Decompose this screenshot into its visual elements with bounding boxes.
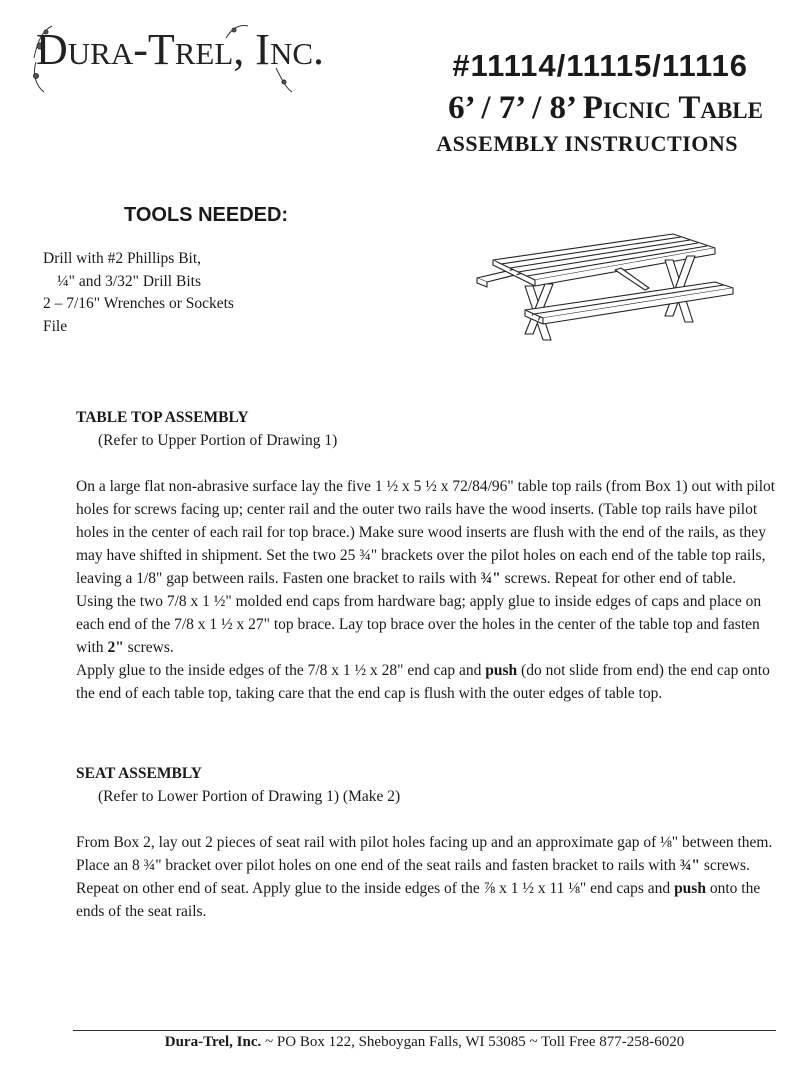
table-top-p3-text: Apply glue to the inside edges of the 7/8 x 1 ½ x 28" end cap and xyxy=(76,662,482,679)
seat-p1-bold2: push xyxy=(674,880,706,897)
seat-reference: (Refer to Lower Portion of Drawing 1) (Make 2) xyxy=(98,788,401,805)
tool-item: 2 – 7/16" Wrenches or Sockets xyxy=(43,295,234,312)
seat-p1-text: From Box 2, lay out 2 pieces of seat rail with pilot holes facing up and an approximate gap of ⅛" between them. Place an 8 ¾" bracket over pilot holes on one end of the seat rails and fasten bracket to rails with xyxy=(76,834,773,874)
tool-item: File xyxy=(43,317,68,335)
product-title xyxy=(448,90,763,127)
footer-divider xyxy=(73,1030,776,1031)
company-logo-text: Dura-Trel, Inc. xyxy=(36,25,325,74)
tool-item: ¼" and 3/32" Drill Bits xyxy=(57,272,201,290)
seat-section xyxy=(76,762,776,923)
table-top-heading: TABLE TOP ASSEMBLY xyxy=(76,409,249,426)
picnic-table-illustration xyxy=(465,230,740,360)
table-top-p1-bold: ¾" xyxy=(480,570,501,587)
table-top-paragraph-2 xyxy=(76,590,776,659)
table-top-p2-bold: 2" xyxy=(107,639,124,656)
table-top-p2-end: screws. xyxy=(123,639,174,656)
footer xyxy=(73,1034,776,1051)
table-top-p3-bold: push xyxy=(485,662,518,679)
table-top-p1-end: screws. Repeat for other end of table. xyxy=(500,570,737,587)
model-number: #11114/11115/11116 xyxy=(452,48,748,83)
table-top-reference: (Refer to Upper Portion of Drawing 1) xyxy=(98,432,338,449)
product-title-text: 6’ / 7’ / 8’ Picnic Table xyxy=(448,90,763,126)
footer-details: ~ PO Box 122, Sheboygan Falls, WI 53085 ~ Toll Free 877-258-6020 xyxy=(261,1034,685,1050)
table-top-paragraph-3 xyxy=(76,659,776,705)
picnic-table-drawing xyxy=(465,230,740,360)
seat-heading: SEAT ASSEMBLY xyxy=(76,765,202,782)
table-top-p3-end: (do not slide from end) the end cap onto the end of each table top, taking care that the end cap is flush with the outer edges of table top. xyxy=(76,662,770,702)
seat-paragraph-1 xyxy=(76,831,776,923)
tool-item: Drill with #2 Phillips Bit, xyxy=(43,250,202,267)
table-top-paragraph-1 xyxy=(76,475,776,590)
footer-company: Dura-Trel, Inc. xyxy=(164,1034,262,1050)
table-top-p2-text: Using the two 7/8 x 1 ½" molded end caps from hardware bag; apply glue to inside edges of caps and place on each end of the 7/8 x 1 ½ x 27" top brace. Lay top brace over the holes in the center of the table top and fasten with xyxy=(76,593,762,656)
document-subtitle: ASSEMBLY INSTRUCTIONS xyxy=(436,131,738,156)
seat-p1-mid: screws. Repeat on other end of seat. Apply glue to the inside edges of the ⅞ x 1 ½ x 11 ⅛" end caps and xyxy=(76,857,750,897)
seat-p1-end: onto the ends of the seat rails. xyxy=(76,880,761,920)
table-top-section xyxy=(76,406,776,705)
table-top-p1-text: On a large flat non-abrasive surface lay the five 1 ½ x 5 ½ x 72/84/96" table top rails (from Box 1) out with pilot holes for screws facing up; center rail and the outer two rails have the wood inserts. (Table top rails have pilot holes in the center of each rail for top brace.) Make sure wood inserts are flush with the end of the rails, as they may have shifted in shipment. Set the two 25 ¾" brackets over the pilot holes on each end of the table top rails, leaving a 1/8" gap between rails. Fasten one bracket to rails with xyxy=(76,478,776,587)
tools-heading: TOOLS NEEDED: xyxy=(124,204,289,226)
tools-list xyxy=(43,248,234,338)
seat-p1-bold: ¾" xyxy=(679,857,700,874)
